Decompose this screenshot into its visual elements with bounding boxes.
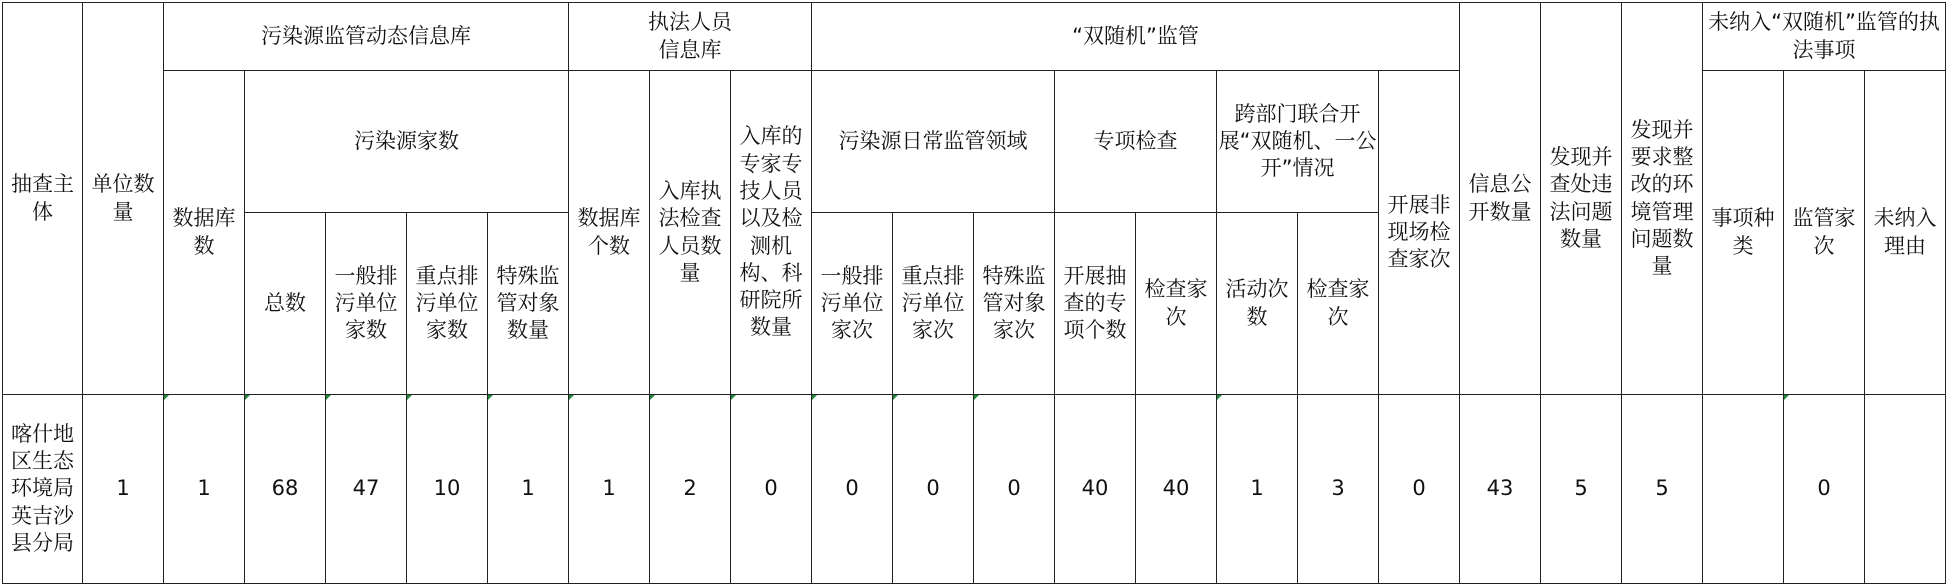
cell-general-units: 47 [326,395,407,584]
cell-subject: 喀什地区生态环境局英吉沙县分局 [3,395,83,584]
header-special-visits: 检查家次 [1136,213,1217,395]
cell-key-units: 10 [407,395,488,584]
header-not-included: 未纳入“双随机”监管的执法事项 [1703,3,1946,71]
header-daily-general: 一般排污单位家次 [812,213,893,395]
supervision-table [2,2,1946,584]
cell-info-public: 43 [1460,395,1541,584]
cell-daily-general: 0 [812,395,893,584]
cell-enforcer-staff: 2 [650,395,731,584]
cell-item-types [1703,395,1784,584]
header-reason: 未纳入理由 [1865,71,1946,395]
cell-total: 68 [245,395,326,584]
header-db-count: 数据库数 [164,71,245,395]
cell-found-rectify: 5 [1622,395,1703,584]
header-total: 总数 [245,213,326,395]
header-special-check: 专项检查 [1055,71,1217,213]
header-special-items: 开展抽查的专项个数 [1055,213,1136,395]
header-daily-special: 特殊监管对象家次 [974,213,1055,395]
header-item-types: 事项种类 [1703,71,1784,395]
cell-db-count: 1 [164,395,245,584]
header-cross-activities: 活动次数 [1217,213,1298,395]
cell-reason [1865,395,1946,584]
header-key-units: 重点排污单位家数 [407,213,488,395]
cell-special-visits: 40 [1136,395,1217,584]
header-cross-dept: 跨部门联合开展“双随机、一公开”情况 [1217,71,1379,213]
header-enforcer-staff: 入库执法检查人员数量 [650,71,731,395]
header-db-num: 数据库个数 [569,71,650,395]
header-special-objects: 特殊监管对象数量 [488,213,569,395]
header-pollution-db: 污染源监管动态信息库 [164,3,569,71]
cell-daily-key: 0 [893,395,974,584]
cell-daily-special: 0 [974,395,1055,584]
cell-db-num: 1 [569,395,650,584]
cell-cross-visits: 3 [1298,395,1379,584]
header-subject: 抽查主体 [3,3,83,395]
cell-offsite: 0 [1379,395,1460,584]
header-daily-field: 污染源日常监管领域 [812,71,1055,213]
cell-found-violations: 5 [1541,395,1622,584]
header-offsite: 开展非现场检查家次 [1379,71,1460,395]
cell-supervise-visits: 0 [1784,395,1865,584]
cell-special-items: 40 [1055,395,1136,584]
cell-special-objects: 1 [488,395,569,584]
header-found-violations: 发现并查处违法问题数量 [1541,3,1622,395]
header-enforcer-db: 执法人员 信息库 [569,3,812,71]
header-cross-visits: 检查家次 [1298,213,1379,395]
header-found-rectify: 发现并要求整改的环境管理问题数量 [1622,3,1703,395]
cell-unit-count: 1 [83,395,164,584]
header-unit-count: 单位数量 [83,3,164,395]
header-general-units: 一般排污单位家数 [326,213,407,395]
cell-experts: 0 [731,395,812,584]
header-supervise-visits: 监管家次 [1784,71,1865,395]
header-experts: 入库的专家专技人员以及检测机构、科研院所数量 [731,71,812,395]
header-daily-key: 重点排污单位家次 [893,213,974,395]
header-double-random: “双随机”监管 [812,3,1460,71]
header-source-count: 污染源家数 [245,71,569,213]
cell-cross-activities: 1 [1217,395,1298,584]
header-info-public: 信息公开数量 [1460,3,1541,395]
